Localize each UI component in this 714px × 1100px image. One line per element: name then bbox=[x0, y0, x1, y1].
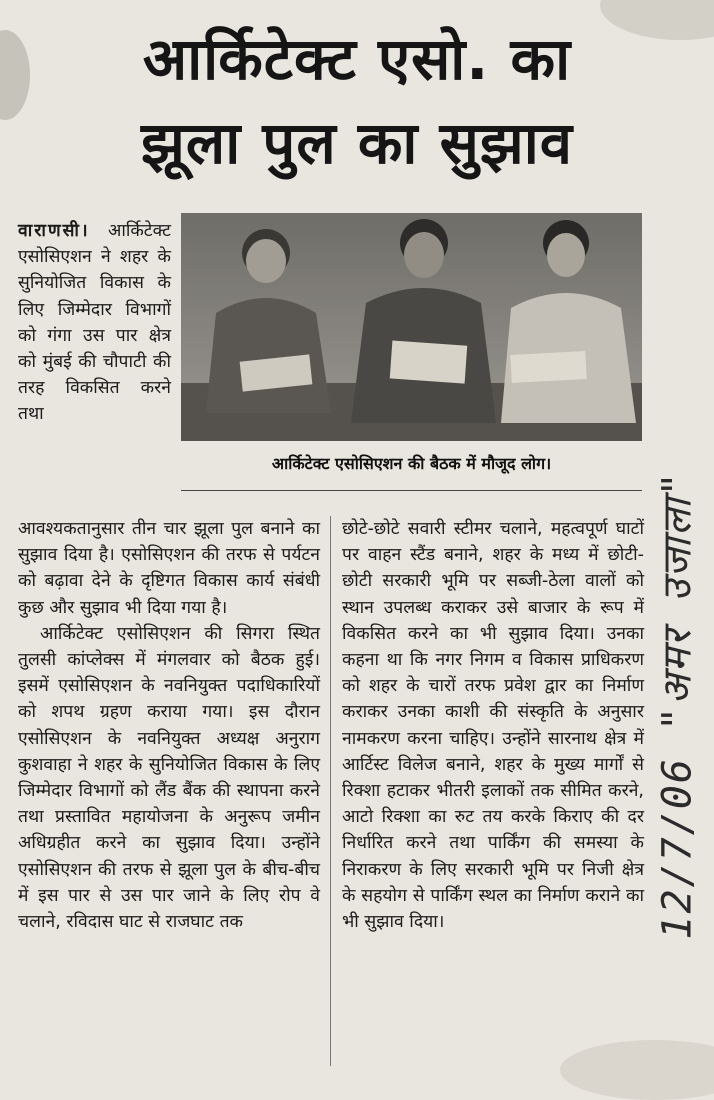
body-column-right bbox=[342, 516, 644, 935]
lead-text: आर्किटेक्ट एसोसिएशन ने शहर के सुनियोजित विकास के लिए जिम्मेदार विभागों को गंगा उस पार क्षेत्र को मुंबई की चौपाटी की तरह विकसित करने तथा bbox=[18, 221, 171, 425]
meeting-photo-image bbox=[181, 213, 642, 441]
caption-rule bbox=[181, 490, 642, 491]
right-paragraph-1: छोटे-छोटे सवारी स्टीमर चलाने, महत्वपूर्ण घाटों पर वाहन स्टैंड बनाने, शहर के मध्य में छोटी-छोटी सरकारी भूमि पर सब्जी-ठेला वालों को स्थान उपलब्ध कराकर उसे बाजार के रूप में विकसित करने का भी सुझाव दिया। उनका कहना था कि नगर निगम व विकास प्राधिकरण को शहर के चारों तरफ प्रवेश द्वार का निर्माण कराकर उनका काशी की संस्कृति के अनुसार नामकरण करना चाहिए। उन्होंने सारनाथ क्षेत्र में आर्टिस्ट विलेज बनाने, शहर के मुख्य मार्गों से रिक्शा हटाकर भीतरी इलाकों तक सीमित करने, आटो रिक्शा का रुट तय करके किराए की दर निर्धारित करने तथा पार्किंग की समस्या के निराकरण के लिए सरकारी भूमि पर निजी क्षेत्र के सहयोग से पार्किंग स्थल का निर्माण कराने का भी सुझाव दिया। bbox=[342, 519, 644, 933]
headline-line-2: झूला पुल का सुझाव bbox=[141, 109, 573, 177]
photo-caption: आर्किटेक्ट एसोसिएशन की बैठक में मौजूद लोग। bbox=[271, 454, 552, 473]
left-paragraph-2: आर्किटेक्ट एसोसिएशन की सिगरा स्थित तुलसी कांप्लेक्स में मंगलवार को बैठक हुई। इसमें एसोसिएशन के नवनियुक्त पदाधिकारियों को शपथ ग्रहण कराया गया। इस दौरान एसोसिएशन के नवनियुक्त अध्यक्ष अनुराग कुशवाहा ने शहर के सुनियोजित विकास के लिए जिम्मेदार विभागों को लैंड बैंक की स्थापना करने तथा प्रस्तावित महायोजना के अनुरूप जमीन अधिग्रहीत करने का सुझाव दिया। उन्होंने एसोसिएशन की तरफ से झूला पुल के बीच-बीच में इस पार से उस पार जाने के लिए रोप वे चलाने, रविदास घाट से राजघाट तक bbox=[18, 623, 321, 933]
dateline: वाराणसी। bbox=[18, 221, 90, 241]
handwritten-date-text: 12/7/06 "अमर उजाला" bbox=[654, 470, 701, 940]
meeting-photo bbox=[181, 213, 642, 441]
column-divider bbox=[330, 516, 331, 1066]
handwritten-date-source bbox=[640, 470, 710, 940]
headline-line-1: आर्किटेक्ट एसो. का bbox=[142, 25, 572, 93]
left-paragraph-1: आवश्यकतानुसार तीन चार झूला पुल बनाने का सुझाव दिया है। एसोसिएशन की तरफ से पर्यटन को बढ़ावा देने के दृष्टिगत विकास कार्य संबंधी कुछ और सुझाव भी दिया गया है। bbox=[18, 519, 320, 618]
body-column-left bbox=[18, 516, 320, 935]
lead-column bbox=[18, 218, 171, 428]
paper-scuff-bottom-right bbox=[560, 1040, 714, 1100]
